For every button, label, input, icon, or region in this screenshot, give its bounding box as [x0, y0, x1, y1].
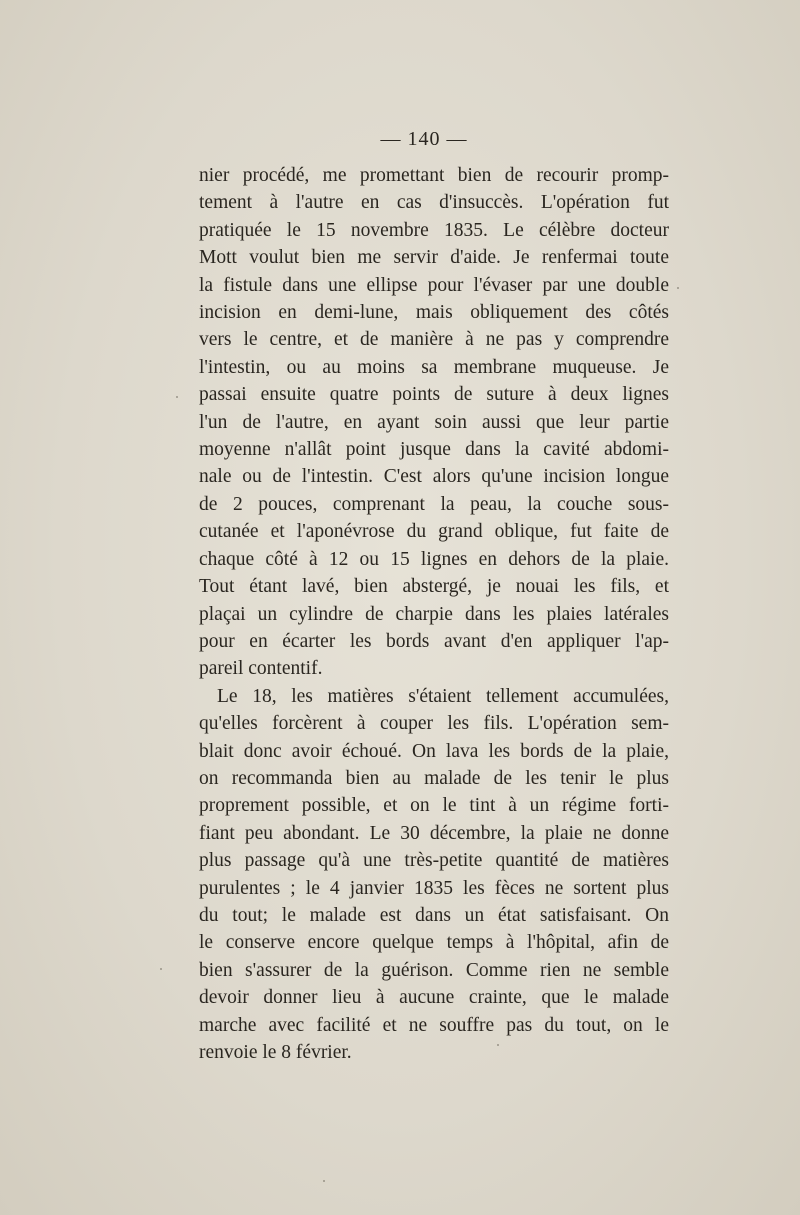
- text-line: qu'elles forcèrent à couper les fils. L'opération sem-: [199, 713, 669, 735]
- text-line: le conserve encore quelque temps à l'hôpital, afin de: [199, 932, 669, 954]
- text-line: cutanée et l'aponévrose du grand oblique, fut faite de: [199, 521, 669, 543]
- text-line: purulentes ; le 4 janvier 1835 les fèces ne sortent plus: [199, 877, 669, 899]
- text-line: passai ensuite quatre points de suture à deux lignes: [199, 384, 669, 406]
- text-line: moyenne n'allât point jusque dans la cavité abdomi-: [199, 439, 669, 461]
- text-line: l'un de l'autre, en ayant soin aussi que leur partie: [199, 411, 669, 433]
- paper-speck: [497, 1044, 499, 1046]
- text-line: nier procédé, me promettant bien de recourir promp-: [199, 165, 669, 186]
- text-line: pour en écarter les bords avant d'en appliquer l'ap-: [199, 630, 669, 652]
- text-line: plus passage qu'à une très-petite quantité de matières: [199, 850, 669, 872]
- text-line: Le 18, les matières s'étaient tellement accumulées,: [217, 685, 669, 707]
- paper-speck: [160, 968, 162, 970]
- text-line: fiant peu abondant. Le 30 décembre, la plaie ne donne: [199, 822, 669, 844]
- text-line: tement à l'autre en cas d'insuccès. L'opération fut: [199, 192, 669, 214]
- text-line: renvoie le 8 février.: [199, 1042, 352, 1063]
- text-line: devoir donner lieu à aucune crainte, que le malade: [199, 987, 669, 1009]
- text-line: chaque côté à 12 ou 15 lignes en dehors de la plaie.: [199, 548, 669, 570]
- paper-speck: [323, 1180, 325, 1182]
- paper-speck: [176, 396, 178, 398]
- text-line: du tout; le malade est dans un état satisfaisant. On: [199, 904, 669, 926]
- text-line: Tout étant lavé, bien abstergé, je nouai les fils, et: [199, 576, 669, 598]
- paper-speck: [677, 287, 679, 289]
- page-number: — 140 —: [380, 128, 468, 150]
- text-line: on recommanda bien au malade de les tenir le plus: [199, 767, 669, 789]
- text-line: incision en demi-lune, mais obliquement des côtés: [199, 302, 669, 324]
- text-line: marche avec facilité et ne souffre pas du tout, on le: [199, 1014, 669, 1036]
- text-line: bien s'assurer de la guérison. Comme rien ne semble: [199, 959, 669, 981]
- paragraph-1: [199, 162, 669, 683]
- text-line: pratiquée le 15 novembre 1835. Le célèbre docteur: [199, 219, 669, 241]
- text-line: blait donc avoir échoué. On lava les bords de la plaie,: [199, 740, 669, 762]
- paragraph-2: [199, 683, 669, 1067]
- text-line: de 2 pouces, comprenant la peau, la couche sous-: [199, 493, 669, 515]
- text-line: plaçai un cylindre de charpie dans les plaies latérales: [199, 603, 669, 625]
- text-line: l'intestin, ou au moins sa membrane muqueuse. Je: [199, 356, 669, 378]
- text-line: pareil contentif.: [199, 658, 323, 680]
- text-line: Mott voulut bien me servir d'aide. Je renfermai toute: [199, 247, 669, 269]
- text-line: vers le centre, et de manière à ne pas y comprendre: [199, 329, 669, 351]
- text-line: nale ou de l'intestin. C'est alors qu'une incision longue: [199, 466, 669, 488]
- text-line: proprement possible, et on le tint à un régime forti-: [199, 795, 669, 817]
- body-text: [199, 162, 669, 1066]
- text-line: la fistule dans une ellipse pour l'évaser par une double: [199, 274, 669, 296]
